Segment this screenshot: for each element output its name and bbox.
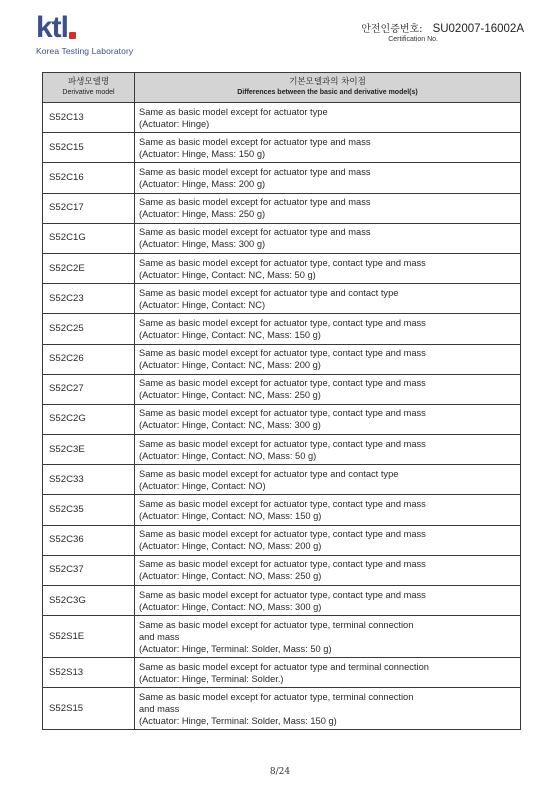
difference-line: (Actuator: Hinge, Contact: NO, Mass: 150 g): [139, 511, 322, 522]
difference-line: (Actuator: Hinge, Contact: NC, Mass: 200 g): [139, 360, 321, 371]
difference-cell: [135, 495, 521, 525]
cert-label: 안전인증번호:: [361, 24, 423, 35]
difference-cell: [135, 163, 521, 193]
difference-cell: [135, 374, 521, 404]
ktl-logo: [36, 11, 134, 56]
table-row: [43, 688, 521, 730]
difference-line: Same as basic model except for actuator type, contact type and mass: [139, 408, 426, 419]
difference-line: (Actuator: Hinge, Contact: NC, Mass: 300 g): [139, 420, 321, 431]
table-body: [43, 103, 521, 730]
page-number: 8/24: [269, 767, 291, 777]
table-row: [43, 163, 521, 193]
difference-line: Same as basic model except for actuator type, contact type and mass: [139, 348, 426, 359]
model-cell: S52C35: [43, 495, 135, 525]
difference-cell: [135, 314, 521, 344]
model-cell: S52C27: [43, 374, 135, 404]
table-row: [43, 193, 521, 223]
model-cell: S52C1G: [43, 223, 135, 253]
difference-cell: [135, 193, 521, 223]
difference-cell: [135, 435, 521, 465]
difference-line: (Actuator: Hinge, Contact: NO, Mass: 50 g): [139, 450, 317, 461]
difference-line: (Actuator: Hinge, Terminal: Solder, Mass: 150 g): [139, 715, 337, 726]
logo-text: ktl: [36, 11, 69, 44]
difference-cell: [135, 253, 521, 283]
difference-cell: [135, 223, 521, 253]
model-cell: S52C37: [43, 555, 135, 585]
logo-subtitle: Korea Testing Laboratory: [36, 46, 134, 56]
certification-block: [361, 20, 524, 43]
table-row: [43, 465, 521, 495]
difference-line: (Actuator: Hinge, Contact: NC, Mass: 250 g): [139, 390, 321, 401]
difference-line: Same as basic model except for actuator type, terminal connection: [139, 619, 414, 630]
difference-line: (Actuator: Hinge, Mass: 250 g): [139, 209, 266, 220]
header-differences: [135, 73, 521, 103]
difference-line: (Actuator: Hinge, Contact: NC, Mass: 50 g): [139, 269, 316, 280]
table-row: [43, 133, 521, 163]
difference-line: (Actuator: Hinge, Contact: NC, Mass: 150 g): [139, 329, 321, 340]
model-cell: S52C16: [43, 163, 135, 193]
difference-line: Same as basic model except for actuator type, contact type and mass: [139, 378, 426, 389]
difference-line: Same as basic model except for actuator type, contact type and mass: [139, 589, 426, 600]
difference-line: Same as basic model except for actuator type and contact type: [139, 468, 399, 479]
difference-line: Same as basic model except for actuator type, contact type and mass: [139, 499, 426, 510]
difference-line: Same as basic model except for actuator type, contact type and mass: [139, 317, 426, 328]
cert-sublabel: Certification No.: [388, 36, 438, 43]
difference-cell: [135, 688, 521, 730]
difference-line: and mass: [139, 631, 180, 642]
model-cell: S52C3G: [43, 586, 135, 616]
difference-line: Same as basic model except for actuator type: [139, 106, 328, 117]
table-row: [43, 495, 521, 525]
difference-line: Same as basic model except for actuator type and contact type: [139, 287, 399, 298]
model-cell: S52S15: [43, 688, 135, 730]
difference-line: and mass: [139, 703, 180, 714]
difference-line: Same as basic model except for actuator type, contact type and mass: [139, 529, 426, 540]
table-row: [43, 404, 521, 434]
logo-mark: [36, 11, 133, 44]
model-cell: S52C23: [43, 284, 135, 314]
difference-cell: [135, 103, 521, 133]
difference-line: Same as basic model except for actuator type and mass: [139, 166, 371, 177]
table-row: [43, 344, 521, 374]
difference-cell: [135, 284, 521, 314]
header-col2-ko: 기본모델과의 차이점: [289, 77, 366, 87]
difference-cell: [135, 616, 521, 658]
model-cell: S52C26: [43, 344, 135, 374]
model-cell: S52C25: [43, 314, 135, 344]
difference-line: Same as basic model except for actuator type and mass: [139, 227, 371, 238]
model-cell: S52C33: [43, 465, 135, 495]
difference-line: (Actuator: Hinge, Contact: NC): [139, 299, 266, 310]
model-cell: S52C13: [43, 103, 135, 133]
difference-cell: [135, 465, 521, 495]
difference-line: (Actuator: Hinge, Terminal: Solder, Mass: 50 g): [139, 643, 332, 654]
difference-line: Same as basic model except for actuator type, contact type and mass: [139, 438, 426, 449]
difference-cell: [135, 555, 521, 585]
difference-line: (Actuator: Hinge): [139, 118, 210, 129]
model-cell: S52C2G: [43, 404, 135, 434]
difference-line: (Actuator: Hinge, Contact: NO, Mass: 200 g): [139, 541, 322, 552]
derivative-model-table: [42, 72, 521, 730]
model-cell: S52C15: [43, 133, 135, 163]
table-row: [43, 314, 521, 344]
model-cell: S52C3E: [43, 435, 135, 465]
header-col2-en: Differences between the basic and derivative model(s): [237, 89, 418, 96]
difference-cell: [135, 133, 521, 163]
difference-cell: [135, 344, 521, 374]
model-cell: S52S1E: [43, 616, 135, 658]
table-row: [43, 435, 521, 465]
model-cell: S52C2E: [43, 253, 135, 283]
difference-line: Same as basic model except for actuator type and mass: [139, 197, 371, 208]
model-cell: S52S13: [43, 658, 135, 688]
difference-line: (Actuator: Hinge, Contact: NO, Mass: 250 g): [139, 571, 322, 582]
table-row: [43, 586, 521, 616]
difference-line: Same as basic model except for actuator type and mass: [139, 136, 371, 147]
header-col1-ko: 파생모델명: [67, 77, 110, 87]
table-row: [43, 284, 521, 314]
difference-line: Same as basic model except for actuator type, terminal connection: [139, 691, 414, 702]
difference-line: Same as basic model except for actuator type, contact type and mass: [139, 559, 426, 570]
table-row: [43, 555, 521, 585]
cert-number: SU02007-16002A: [432, 23, 524, 35]
difference-line: (Actuator: Hinge, Contact: NO): [139, 480, 266, 491]
difference-cell: [135, 586, 521, 616]
difference-line: (Actuator: Hinge, Contact: NO, Mass: 300 g): [139, 601, 322, 612]
header-col1-en: Derivative model: [62, 89, 115, 96]
table-row: [43, 103, 521, 133]
table-row: [43, 658, 521, 688]
difference-line: (Actuator: Hinge, Mass: 150 g): [139, 148, 266, 159]
table-row: [43, 616, 521, 658]
table-header-row: [43, 73, 521, 103]
logo-red-dot: [69, 32, 76, 39]
table-row: [43, 223, 521, 253]
difference-line: (Actuator: Hinge, Mass: 300 g): [139, 239, 266, 250]
table-row: [43, 253, 521, 283]
difference-cell: [135, 658, 521, 688]
model-cell: S52C36: [43, 525, 135, 555]
difference-line: (Actuator: Hinge, Terminal: Solder.): [139, 673, 284, 684]
table-row: [43, 374, 521, 404]
difference-line: (Actuator: Hinge, Mass: 200 g): [139, 178, 266, 189]
difference-line: Same as basic model except for actuator type, contact type and mass: [139, 257, 426, 268]
model-cell: S52C17: [43, 193, 135, 223]
difference-line: Same as basic model except for actuator type and terminal connection: [139, 661, 429, 672]
header-derivative-model: [43, 73, 135, 103]
table-row: [43, 525, 521, 555]
difference-cell: [135, 404, 521, 434]
difference-cell: [135, 525, 521, 555]
